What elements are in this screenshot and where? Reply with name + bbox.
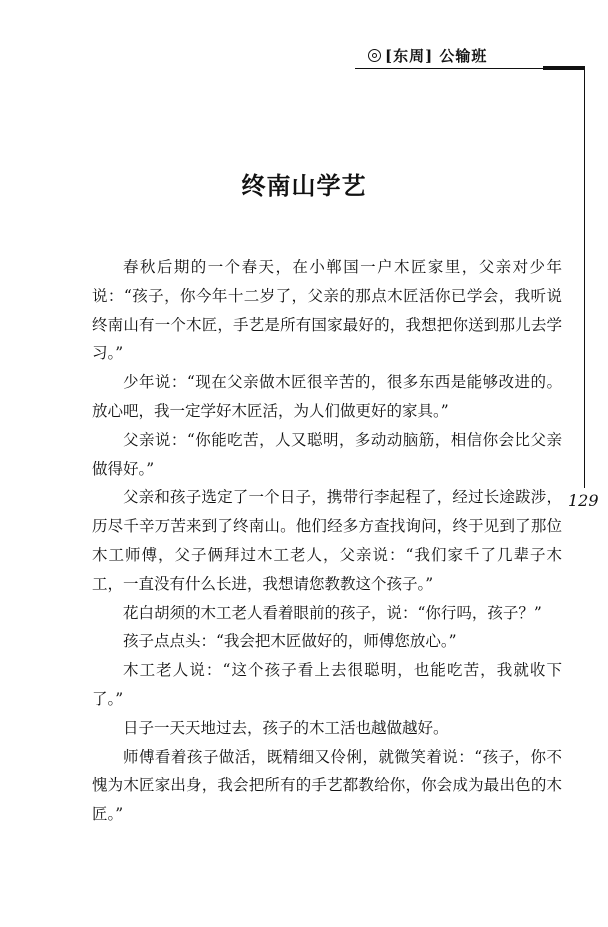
paragraph: 木工老人说：“这个孩子看上去很聪明，也能吃苦，我就收下了。” (92, 661, 562, 708)
paragraph: 日子一天天地过去，孩子的木工活也越做越好。 (123, 718, 449, 737)
side-rule (584, 68, 585, 488)
paragraph: 父亲说：“你能吃苦，人又聪明，多动动脑筋，相信你会比父亲做得好。” (92, 430, 562, 478)
circle-ornament-icon (368, 49, 381, 62)
chapter-title: 终南山学艺 (241, 172, 367, 200)
paragraph: 少年说：“现在父亲做木匠很辛苦的，很多东西是能够改进的。放心吧，我一定学好木匠活，为人们做更好的家具。” (92, 373, 562, 420)
paragraph: 父亲和孩子选定了一个日子，携带行李起程了，经过长途跋涉，历尽千辛万苦来到了终南山。他们经多方查找询问，终于见到了那位木工师傅，父子俩拜过木工老人，父亲说：“我们家千了几辈子木工，一直没有什么长进，我想请您教教这个孩子。” (92, 488, 562, 593)
paragraph: 春秋后期的一个春天，在小郸国一户木匠家里，父亲对少年说：“孩子，你今年十二岁了，父亲的那点木匠活你已学会，我听说终南山有一个木匠，手艺是所有国家最好的，我想把你送到那儿去学习。” (92, 258, 562, 363)
paragraph: 师傅看着孩子做活，既精细又伶俐，就微笑着说：“孩子，你不愧为木匠家出身，我会把所有的手艺都教给你，你会成为最出色的木匠。” (92, 747, 562, 824)
paragraph: 孩子点点头：“我会把木匠做好的，师傅您放心。” (123, 632, 457, 651)
page-number: 129 (568, 491, 599, 510)
header-rule-tab (543, 66, 585, 70)
body-text (92, 253, 562, 829)
running-header-text: [东周] 公输班 (385, 47, 488, 65)
paragraph: 花白胡须的木工老人看着眼前的孩子，说：“你行吗，孩子？” (123, 603, 542, 622)
running-header (368, 45, 568, 67)
